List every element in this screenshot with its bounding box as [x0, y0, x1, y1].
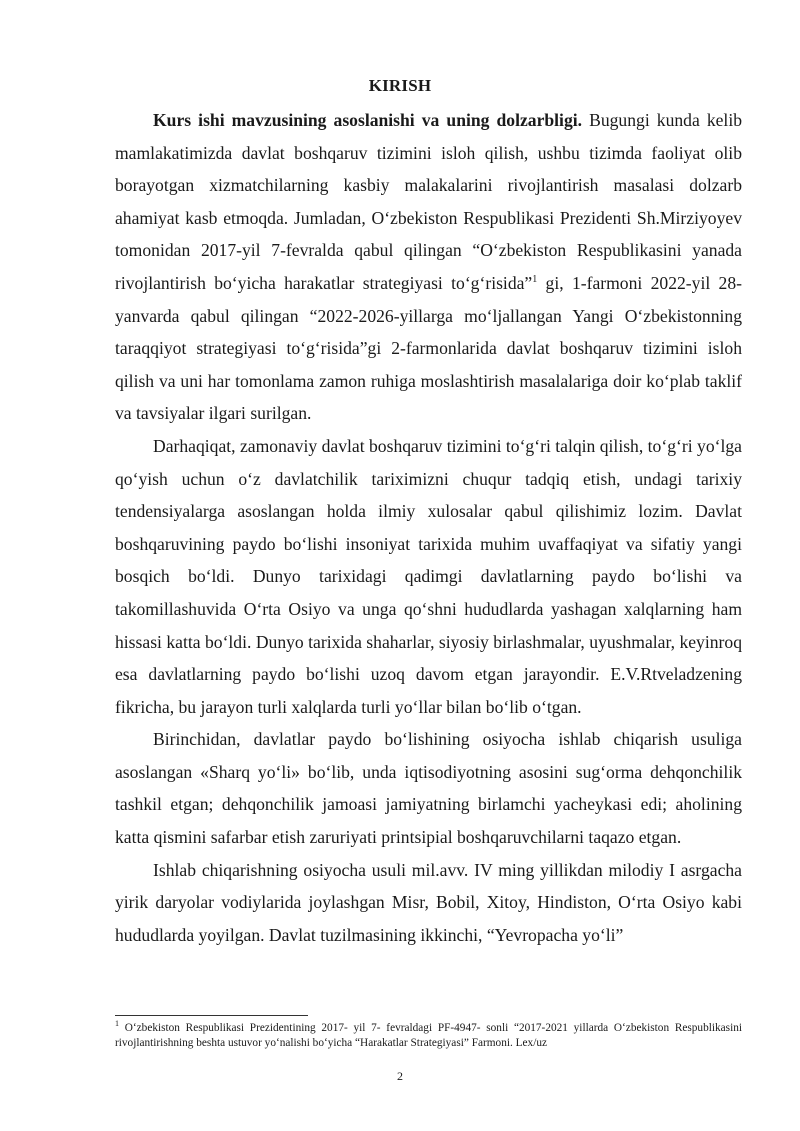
paragraph-2: Darhaqiqat, zamonaviy davlat boshqaruv tizimini to‘g‘ri talqin qilish, to‘g‘ri yo‘lga qo‘yish uchun o‘z davlatchilik tariximizni chuqur tadqiq etish, undagi tarixiy tendensiyalarga asoslangan holda ilmiy xulosalar qabul qilishimiz lozim. Davlat boshqaruvining paydo bo‘lishi insoniyat tarixida muhim uvaffaqiyat va sifatiy yangi bosqich bo‘ldi. Dunyo tarixidagi qadimgi davlatlarning paydo bo‘lishi va takomillashuvida O‘rta Osiyo va unga qo‘shni hududlarda yashagan xalqlarning ham hissasi katta bo‘ldi. Dunyo tarixida shaharlar, siyosiy birlashmalar, uyushmalar, keyinroq esa davlatlarning paydo bo‘lishi uzoq davom etgan jarayondir. E.V.Rtveladzening fikricha, bu jarayon turli xalqlarda turli yo‘llar bilan bo‘lib o‘tgan.	[115, 435, 742, 717]
paragraph-4: Ishlab chiqarishning osiyocha usuli mil.avv. IV ming yillikdan milodiy I asrgacha yirik daryolar vodiylarida joylashgan Misr, Bobil, Xitoy, Hindiston, O‘rta Osiyo kabi hududlarda yoyilgan. Davlat tuzilmasining ikkinchi, “Yevropacha yo‘li”	[115, 859, 742, 945]
footnote	[115, 1021, 742, 1051]
paragraph-1-text-a: Bugungi kunda kelib mamlakatimizda davlat boshqaruv tizimini isloh qilish, ushbu tizimda faoliyat olib borayotgan xizmatchilarning kasbiy malakalarini rivojlantirish masalasi dolzarb ahamiyat kasb etmoqda. Jumladan, O‘zbekiston Respublikasi Prezidenti Sh.Mirziyoyev tomonidan 2017-yil 7-fevralda qabul qilingan “O‘zbekiston Respublikasini yanada rivojlantirish bo‘yicha harakatlar strategiyasi to‘g‘risida”	[115, 110, 742, 293]
body-text	[115, 104, 742, 951]
footnote-text: O‘zbekiston Respublikasi Prezidentining 2017- yil 7- fevraldagi PF-4947- sonli “2017-2021 yillarda O‘zbekiston Respublikasini rivojlantirishning beshta ustuvor yo‘nalishi bo‘yicha “Harakatlar Strategiyasi” Farmoni. Lex/uz	[115, 1022, 742, 1049]
section-heading: KIRISH	[368, 76, 432, 95]
paragraph-1	[115, 104, 742, 430]
paragraph-3: Birinchidan, davlatlar paydo bo‘lishining osiyocha ishlab chiqarish usuliga asoslangan «Sharq yo‘li» bo‘lib, unda iqtisodiyotning asosini sug‘orma dehqonchilik tashkil etgan; dehqonchilik jamoasi jamiyatning birlamchi yacheykasi edi; aholining katta qismini safarbar etish zaruriyati printsipial boshqaruvchilarni taqazo etgan.	[115, 729, 742, 848]
page-number: 2	[397, 1069, 403, 1083]
footnote-marker: 1	[115, 1019, 119, 1029]
footnote-reference[interactable]: 1	[532, 274, 538, 286]
lead-heading: Kurs ishi mavzusining asoslanishi va uning dolzarbligi.	[153, 110, 583, 130]
footnote-divider	[115, 1015, 308, 1016]
paragraph-1-text-b: gi, 1-farmoni 2022-yil 28-yanvarda qabul qilingan “2022-2026-yillarga mo‘ljallangan Yangi O‘zbekistonning taraqqiyot strategiyasi to‘g‘risida”gi 2-farmonlarida davlat boshqaruv tizimini isloh qilish va uni har tomonlama zamon ruhiga moslashtirish masalalariga doir ko‘plab taklif va tavsiyalar ilgari surilgan.	[115, 272, 742, 424]
